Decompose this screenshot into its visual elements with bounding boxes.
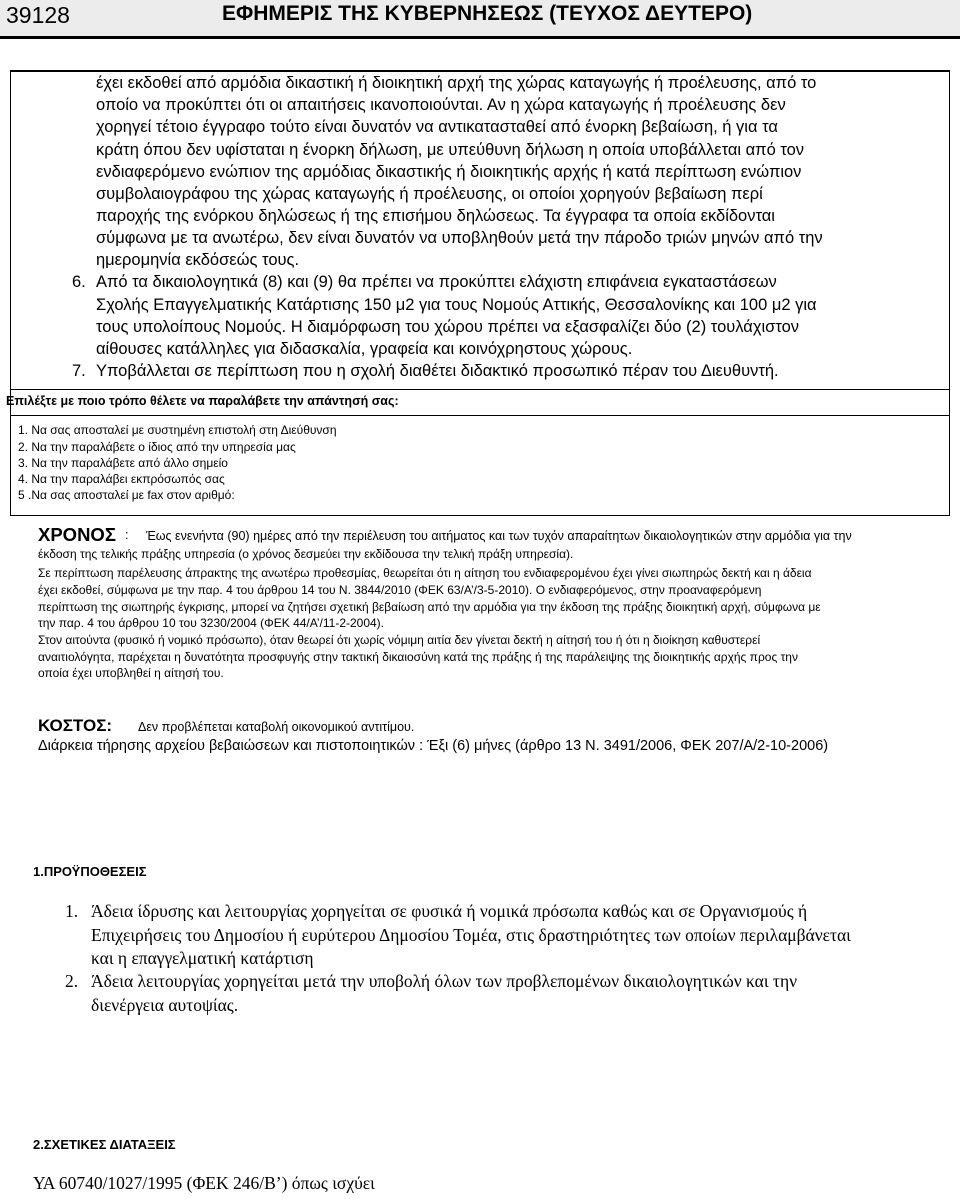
cost-label: ΚΟΣΤΟΣ: bbox=[38, 716, 113, 735]
prerequisite-line: και η επαγγελματική κατάρτιση bbox=[91, 948, 314, 968]
prerequisites-heading: 1.ΠΡΟΫΠΟΘΕΣΕΙΣ bbox=[33, 864, 147, 879]
requirement-line: ημερομηνία εκδόσεώς τους. bbox=[96, 251, 300, 269]
gazette-header bbox=[0, 0, 960, 39]
time-line: αναιτιολόγητα, παρέχεται η δυνατότητα προσφυγής στην τακτική δικαιοσύνη κατά της πράξης ή της παράλειψης της διοικητικής αρχής προς την bbox=[38, 650, 798, 664]
time-line: την παρ. 4 του άρθρου 10 του 3230/2004 (ΦΕΚ 44/Α’/11-2-2004). bbox=[38, 616, 385, 630]
requirement-line: σύμφωνα με τα ανωτέρω, δεν είναι δυνατόν να υποβληθούν μετά την πάροδο τριών μηνών από την bbox=[96, 229, 823, 247]
requirement-line: παροχής της ενόρκου δηλώσεως ή της επισήμου δηλώσεως. Τα έγγραφα τα οποία εκδίδονται bbox=[96, 207, 775, 225]
prerequisite-line: Επιχειρήσεις του Δημοσίου ή ευρύτερου Δημοσίου Τομέα, στις δραστηριότητες των οποίων περιλαμβάνεται bbox=[91, 925, 851, 945]
retention-duration: Διάρκεια τήρησης αρχείου βεβαιώσεων και πιστοποιητικών : Έξι (6) μήνες (άρθρο 13 Ν. 3491/2006, ΦΕΚ 207/Α/2-10-2006) bbox=[38, 738, 829, 754]
item-7-text: Υποβάλλεται σε περίπτωση που η σχολή διαθέτει διδακτικό προσωπικό πέραν του Διευθυντή. bbox=[96, 362, 779, 380]
gazette-title: ΕΦΗΜΕΡΙΣ ΤΗΣ ΚΥΒΕΡΝΗΣΕΩΣ (ΤΕΥΧΟΣ ΔΕΥΤΕΡΟ) bbox=[222, 2, 753, 25]
item-6-line: Σχολής Επαγγελματικής Κατάρτισης 150 μ2 για τους Νομούς Αττικής, Θεσσαλονίκης και 100 μ2 για bbox=[96, 296, 817, 314]
time-colon: : bbox=[125, 528, 129, 542]
delivery-option: 5 .Να σας αποσταλεί με fax στον αριθμό: bbox=[18, 488, 235, 502]
requirement-line: ενδιαφερόμενο ενώπιον της αρμόδιας δικαστικής ή διοικητικής αρχής ή κατά περίπτωση ενώπιον bbox=[96, 163, 802, 181]
time-line: περίπτωση της σιωπηρής έγκρισης, μπορεί να ζητήσει σχετική βεβαίωση από την αρμόδια για την έκδοση της πράξης διοικητική αρχή, σύμφωνα με bbox=[38, 600, 821, 614]
prerequisite-line: διενέργεια αυτοψίας. bbox=[91, 995, 239, 1015]
page-number: 39128 bbox=[6, 2, 70, 28]
related-provisions-text: ΥΑ 60740/1027/1995 (ΦΕΚ 246/Β’) όπως ισχύει bbox=[33, 1173, 375, 1193]
prerequisite-line: Άδεια λειτουργίας χορηγείται μετά την υποβολή όλων των προβλεπομένων δικαιολογητικών και την bbox=[91, 971, 798, 991]
cost-text: Δεν προβλέπεται καταβολή οικονομικού αντιτίμου. bbox=[138, 720, 415, 734]
delivery-heading: Επιλέξτε με ποιο τρόπο θέλετε να παραλάβετε την απάντησή σας: bbox=[6, 394, 399, 408]
delivery-option: 1. Να σας αποσταλεί με συστημένη επιστολή στη Διεύθυνση bbox=[18, 423, 337, 437]
requirement-line: έχει εκδοθεί από αρμόδια δικαστική ή διοικητική αρχή της χώρας καταγωγής ή προέλευσης, από το bbox=[96, 74, 817, 92]
requirement-line: κράτη όπου δεν υφίσταται η ένορκη δήλωση, με υπεύθυνη δήλωση η οποία υποβάλλεται από τον bbox=[96, 141, 805, 159]
time-line: Σε περίπτωση παρέλευσης άπρακτης της ανωτέρω προθεσμίας, θεωρείται ότι η αίτηση του ενδιαφερομένου έχει γίνει σιωπηρώς δεκτή και η άδεια bbox=[38, 566, 812, 580]
time-first-line: Έως ενενήντα (90) ημέρες από την περιέλευση του αιτήματος και των τυχόν απαραίτητων δικαιολογητικών στην αρμόδια για την bbox=[146, 529, 852, 543]
time-label: ΧΡΟΝΟΣ bbox=[38, 524, 116, 545]
related-provisions-heading: 2.ΣΧΕΤΙΚΕΣ ΔΙΑΤΑΞΕΙΣ bbox=[33, 1137, 176, 1152]
time-line: έχει εκδοθεί, σύμφωνα με την παρ. 4 του άρθρου 14 του Ν. 3844/2010 (ΦΕΚ 63/Α’/3-5-2010). Ο ενδιαφερόμενος, στην προαναφερόμενη bbox=[38, 583, 762, 597]
delivery-option: 3. Να την παραλάβετε από άλλο σημείο bbox=[18, 456, 228, 470]
section-divider bbox=[11, 415, 949, 416]
requirement-line: οποίο να προκύπτει ότι οι απαιτήσεις ικανοποιούνται. Αν η χώρα καταγωγής ή προέλευσης δεν bbox=[96, 96, 786, 114]
delivery-option: 4. Να την παραλάβει εκπρόσωπός σας bbox=[18, 472, 225, 486]
time-line: Στον αιτούντα (φυσικό ή νομικό πρόσωπο), όταν θεωρεί ότι χωρίς νόμιμη αιτία δεν γίνεται δεκτή η αίτησή του ή ότι η διοίκηση καθυστερεί bbox=[38, 633, 761, 647]
delivery-option: 2. Να την παραλάβετε ο ίδιος από την υπηρεσία μας bbox=[18, 440, 296, 454]
requirement-line: συμβολαιογράφου της χώρας καταγωγής ή προέλευσης, οι οποίοι χορηγούν βεβαίωση περί bbox=[96, 185, 763, 203]
prerequisite-number: 2. bbox=[65, 971, 79, 991]
prerequisite-line: Άδεια ίδρυσης και λειτουργίας χορηγείται σε φυσικά ή νομικά πρόσωπα καθώς και σε Οργανισμούς ή bbox=[91, 901, 808, 921]
time-line: οποία έχει υποβληθεί η αίτησή του. bbox=[38, 666, 224, 680]
item-6-line: Από τα δικαιολογητικά (8) και (9) θα πρέπει να προκύπτει ελάχιστη επιφάνεια εγκαταστάσεων bbox=[96, 273, 777, 291]
section-divider bbox=[11, 389, 949, 390]
item-6-line: αίθουσες κατάλληλες για διδασκαλία, γραφεία και κοινόχρηστους χώρους. bbox=[96, 340, 633, 358]
requirement-line: χορηγεί τέτοιο έγγραφο τούτο είναι δυνατόν να αντικατασταθεί από ένορκη βεβαίωση, ή για τα bbox=[96, 118, 778, 136]
item-7-number: 7. bbox=[72, 362, 86, 380]
item-6-number: 6. bbox=[72, 273, 86, 291]
prerequisite-number: 1. bbox=[65, 901, 79, 921]
item-6-line: τους υπολοίπους Νομούς. Η διαμόρφωση του χώρου πρέπει να εξασφαλίζει δύο (2) τουλάχιστον bbox=[96, 318, 800, 336]
time-line: έκδοση της τελικής πράξης υπηρεσία (ο χρόνος δεσμεύει την εκδίδουσα την τελική πράξη υπηρεσία). bbox=[38, 547, 574, 561]
